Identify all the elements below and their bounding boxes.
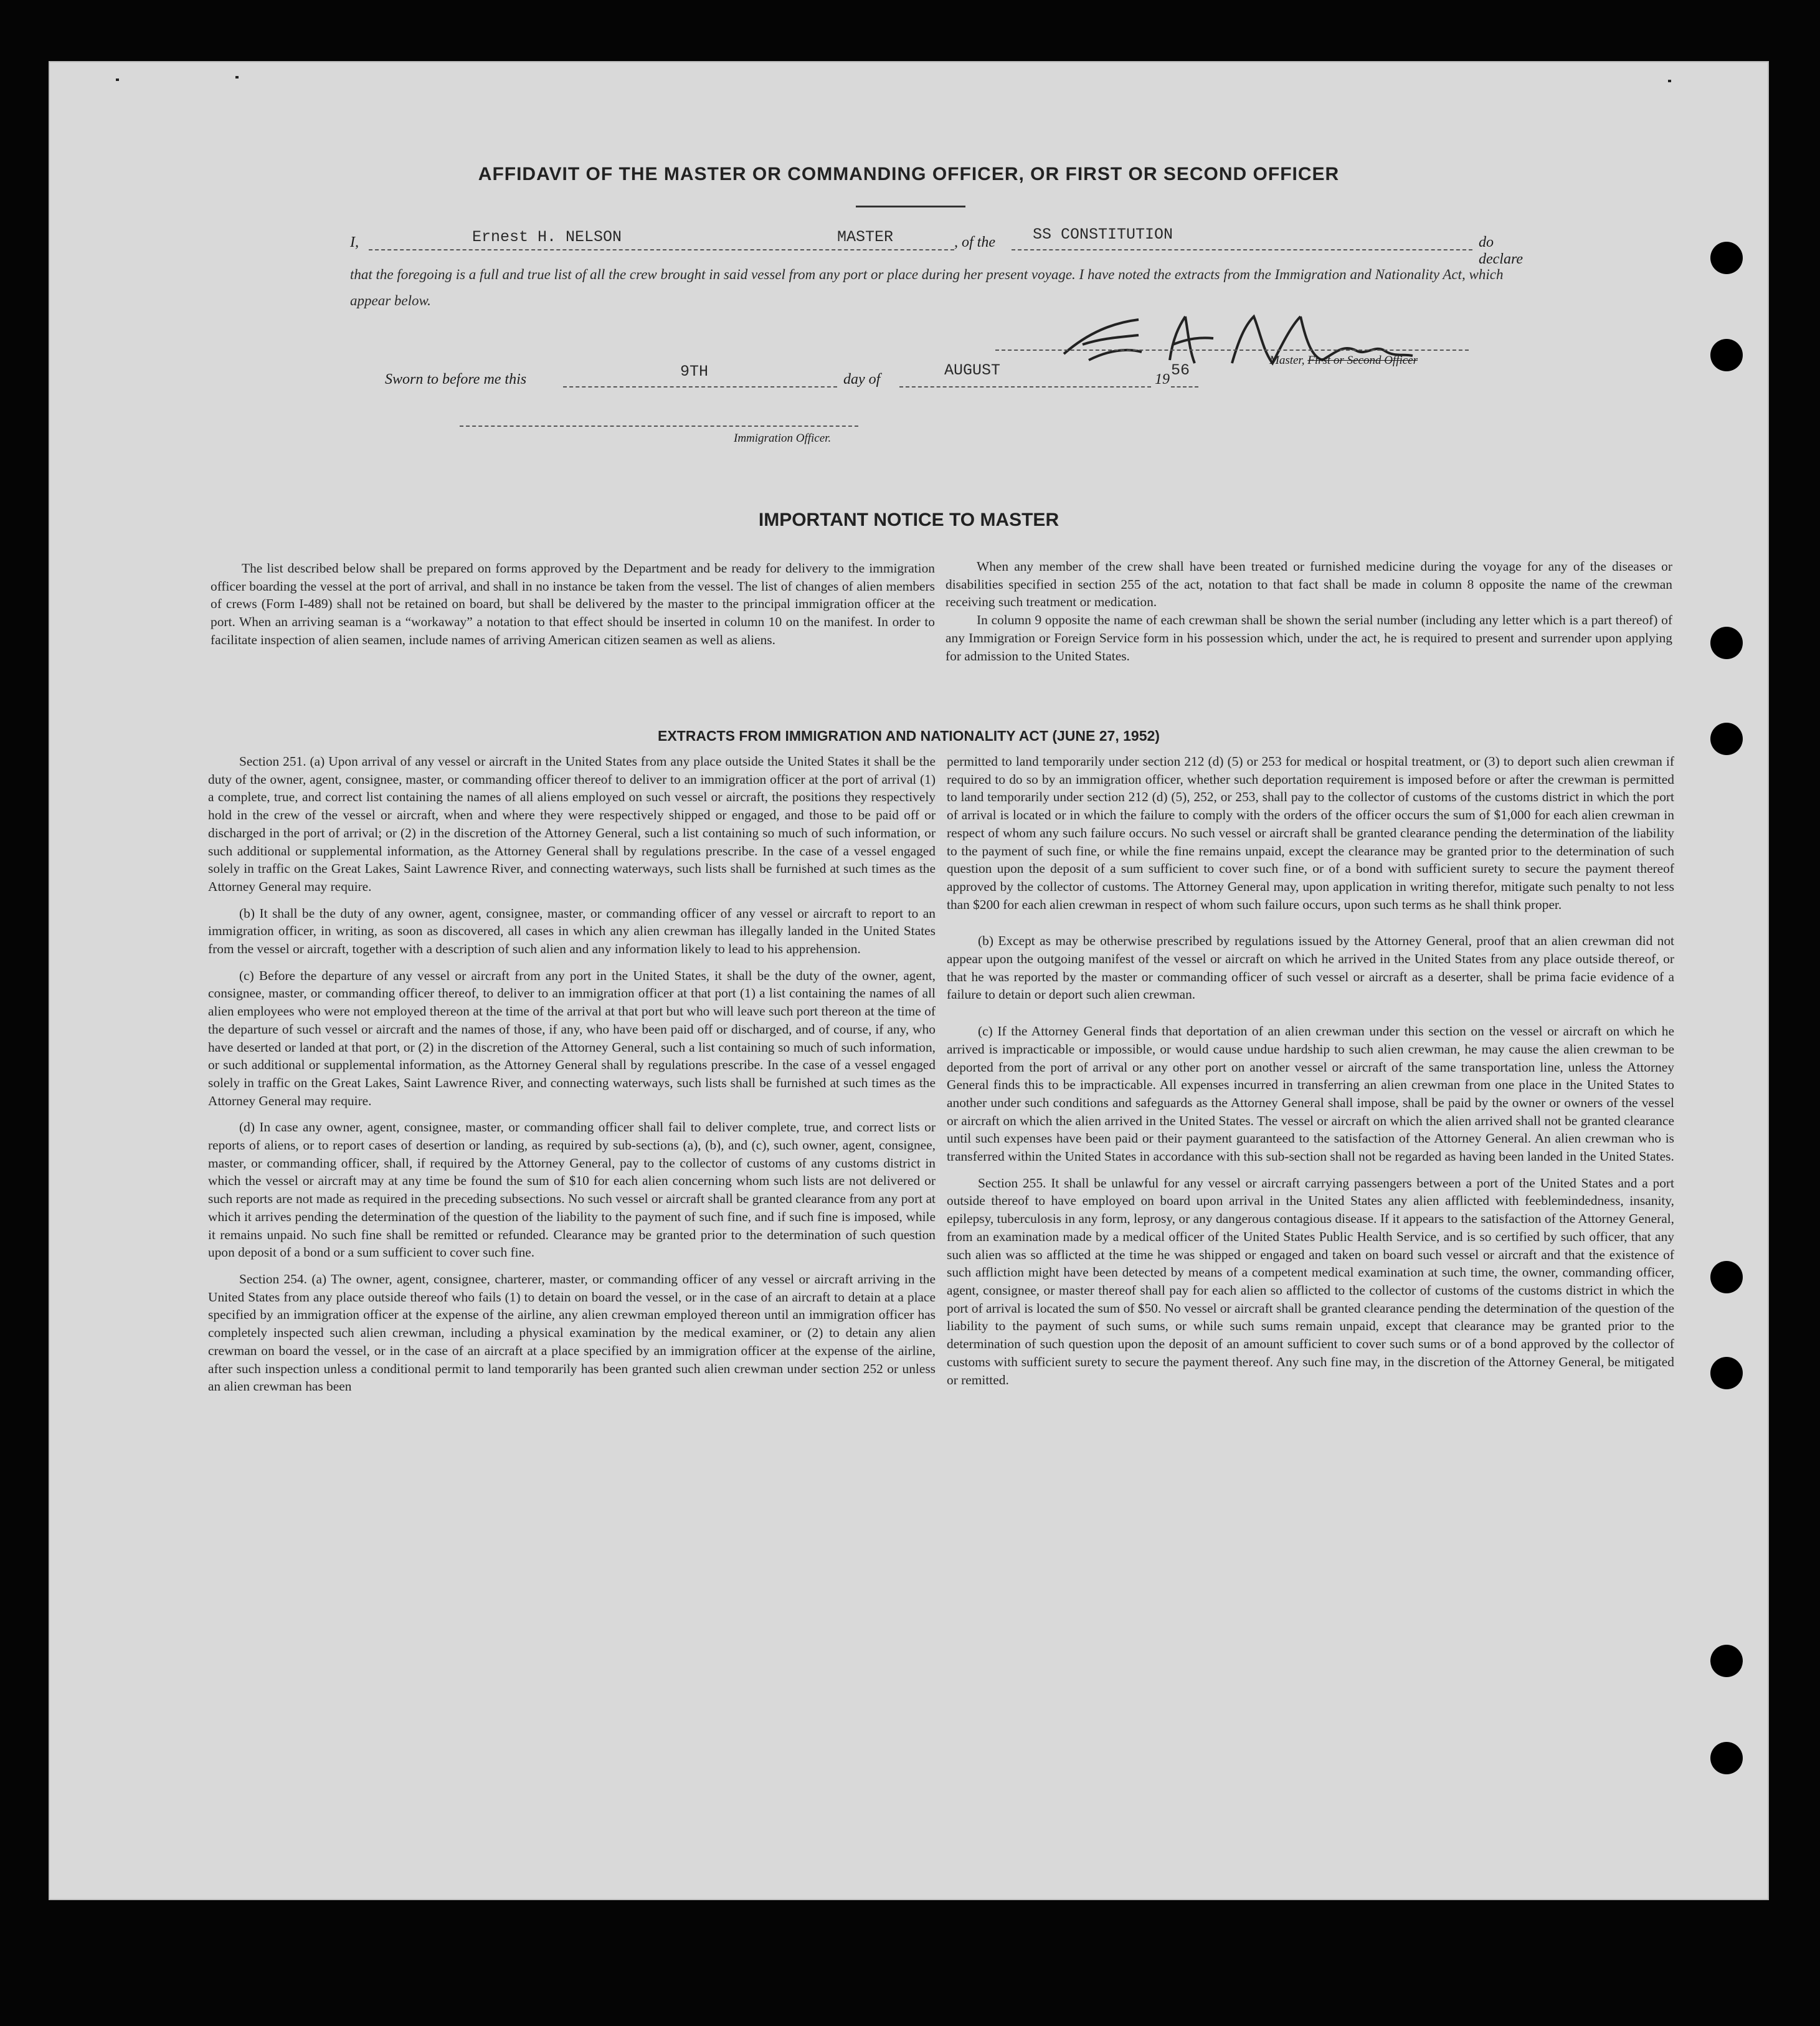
punch-hole <box>1710 1742 1743 1774</box>
do-declare-label: do declare <box>1479 234 1524 267</box>
sworn-line <box>385 361 1319 391</box>
punch-hole <box>1710 723 1743 755</box>
sworn-day: 9TH <box>680 363 709 381</box>
master-name: Ernest H. NELSON <box>472 228 622 246</box>
punch-hole <box>1710 242 1743 274</box>
section-254c: (c) If the Attorney General finds that deportation of an alien crewman under this section on the vessel or aircraft on which he arrived is impracticable or impossible, or would cause undue hardship to such alien crewman, he may cause the alien crewman to be deported from the port of arrival or any other port on another vessel or aircraft of the same transportation line, unless the Attorney General finds this to be impracticable. All expenses incurred in transferring an alien crewman from one place in the United States to another under such conditions and safeguards as the Attorney General shall impose, shall be paid by the owner or owners of the vessel or aircraft on which the alien arrived in the United States. The vessel or aircraft on which the alien arrived shall not be granted clearance until such expenses have been paid or their payment guaranteed to the satisfaction of the Attorney General. An alien crewman who is transferred within the United States in accordance with this sub-section shall not be regarded as having been landed in the United States. <box>947 1024 1674 1164</box>
affidavit-title: AFFIDAVIT OF THE MASTER OR COMMANDING OFFICER, OR FIRST OR SECOND OFFICER <box>478 164 1340 184</box>
sworn-month: AUGUST <box>944 361 1001 379</box>
punch-hole <box>1710 1261 1743 1293</box>
scan-speck <box>1668 80 1671 82</box>
sworn-year: 56 <box>1171 361 1190 379</box>
sworn-label: Sworn to before me this <box>385 371 527 388</box>
section-251c: (c) Before the departure of any vessel or aircraft from any port in the United States, it shall be the duty of the owner, agent, consignee, master, or commanding officer thereof, to deliver to an immigration officer at that port (1) a list containing the names of all alien employees who were not employed thereon at the time of the arrival at that port but who will leave such port thereon at the time of the departure of such vessel or aircraft and the names of those, if any, who have been paid off or discharged, and of course, if any, who have deserted or landed at that port, or (2) in the discretion of the Attorney General, such a list containing so much of such information, or such additional or supplemental information, as the Attorney General shall by regulations prescribe. In the case of a vessel engaged solely in traffic on the Great Lakes, Saint Lawrence River, and connecting waterways, such lists shall be furnished at such times as the Attorney General may require. <box>208 968 936 1108</box>
section-251a: Section 251. (a) Upon arrival of any vessel or aircraft in the United States from any place outside the United States it shall be the duty of the owner, agent, consignee, master, or commanding officer thereof to deliver to an immigration officer at the port of arrival (1) a complete, true, and correct list containing the names of all aliens employed on such vessel or aircraft, the positions they respectively hold in the crew of the vessel or aircraft, when and where they were respectively shipped or engaged, and those to be paid off or discharged in the port of arrival; or (2) in the discretion of the Attorney General, such a list containing so much of such information, or such additional or supplemental information, as the Attorney General shall by regulations prescribe. In the case of a vessel engaged solely in traffic on the Great Lakes, Saint Lawrence River, and connecting waterways, such lists shall be furnished at such times as the Attorney General may require. <box>208 754 936 894</box>
declaration-line <box>350 226 1533 267</box>
immigration-officer-label: Immigration Officer. <box>734 432 832 445</box>
title-divider <box>856 206 965 207</box>
immigration-officer-line <box>460 426 858 427</box>
section-254b: (b) Except as may be otherwise prescribed by regulations issued by the Attorney General, proof that an alien crewman did not appear upon the outgoing manifest of the vessel or aircraft on which he arrived in the United States from any place outside thereof, or that he was reported by the master or commanding officer of such vessel or aircraft as a deserter, shall be prima facie evidence of a failure to detain or deport such alien crewman. <box>947 933 1674 1002</box>
scan-speck <box>235 76 239 78</box>
signature-line <box>995 350 1469 351</box>
notice-paragraph: In column 9 opposite the name of each crewman shall be shown the serial number (including any letter which is a part thereof) of any Immigration or Foreign Service form in his possession which, under the act, he is required to present and surrender upon applying for admission to the United States. <box>946 612 1672 663</box>
punch-hole <box>1710 1645 1743 1677</box>
notice-paragraph: When any member of the crew shall have been treated or furnished medicine during the voyage for any of the diseases or disabilities specified in section 255 of the act, notation to that fact shall be made in column 8 opposite the name of the crewman receiving such treatment or medication. <box>946 559 1672 610</box>
section-251b: (b) It shall be the duty of any owner, agent, consignee, master, or commanding officer of any vessel or aircraft to report to an immigration officer, in writing, as soon as discovered, all cases in which any alien crewman has illegally landed in the United States from the vessel or aircraft, together with a description of such alien and any information likely to lead to his apprehension. <box>208 905 936 957</box>
notice-title: IMPORTANT NOTICE TO MASTER <box>758 510 1059 530</box>
document-sheet <box>49 61 1769 1900</box>
notice-paragraph: The list described below shall be prepared on forms approved by the Department and be ready for delivery to the immigration officer boarding the vessel at the port of arrival, and shall in no instance be taken from the vessel. The list of changes of alien members of crews (Form I-489) shall not be retained on board, but shall be delivered by the master to the principal immigration officer at the port. When an arriving seaman is a “workaway” a notation to that effect should be inserted in column 10 on the manifest. In order to facilitate inspection of alien seamen, include names of arriving American citizen seamen as well as aliens. <box>211 561 935 647</box>
extracts-left-column <box>208 753 936 1396</box>
declaration-text: that the foregoing is a full and true list of all the crew brought in said vessel from any port or place during her present voyage. I have noted the extracts from the Immigration and Nationality Act, which appear below. <box>350 267 1504 308</box>
of-the-label: , of the <box>954 234 995 250</box>
i-label: I, <box>350 234 359 250</box>
year-prefix: 19 <box>1155 371 1170 388</box>
section-254a: Section 254. (a) The owner, agent, consignee, charterer, master, or commanding officer of any vessel or aircraft arriving in the United States from any place outside thereof who fails (1) to detain on board the vessel, or in the case of an aircraft to detain at a place specified by an immigration officer at the expense of the airline, any alien crewman employed thereon until an immigration officer has completely inspected such alien crewman, including a physical examination by the medical examiner, or (2) to detain any alien crewman on board the vessel, or in the case of an aircraft at a place specified by an immigration officer at the expense of the airline, after such inspection unless a conditional permit to land temporarily has been granted such alien crewman under section 252 or unless an alien crewman has been <box>208 1271 936 1394</box>
extracts-title: EXTRACTS FROM IMMIGRATION AND NATIONALITY ACT (JUNE 27, 1952) <box>658 728 1160 744</box>
day-of-label: day of <box>843 371 881 388</box>
notice-right-column <box>946 558 1672 665</box>
punch-hole <box>1710 339 1743 371</box>
notice-left-column <box>211 559 935 649</box>
section-255: Section 255. It shall be unlawful for any vessel or aircraft carrying passengers between a port of the United States and a port outside thereof to have employed on board upon arrival in the United States any alien afflicted with feeblemindedness, insanity, epilepsy, tuberculosis in any form, leprosy, or any dangerous contagious disease. If it appears to the satisfaction of the Attorney General, from an examination made by a medical officer of the United States Public Health Service, and is so certified by such officer, that any such alien was so afflicted at the time he was shipped or engaged and taken on board such vessel or aircraft and that the existence of such affliction might have been detected by means of a competent medical examination at such time, the owner, commanding officer, agent, consignee, or master thereof shall pay for each alien so afflicted to the collector of customs of the customs district in which the port of arrival is located the sum of $50. No vessel or aircraft shall be granted clearance pending the determination of the question of the liability to the payment of such sums, or while such sums remain unpaid, except that clearance may be granted prior to the determination of such question upon the deposit of an amount sufficient to cover such sums or of a bond approved by the collector of customs with sufficient surety to secure the payment thereof. Any such fine may, in the discretion of the Attorney General, be mitigated or remitted. <box>947 1175 1674 1387</box>
scan-speck <box>116 78 119 81</box>
section-251d: (d) In case any owner, agent, consignee, master, or commanding officer shall fail to deliver complete, true, and correct lists or reports of aliens, or to report cases of desertion or landing, as required by sub-sections (a), (b), and (c), such owner, agent, consignee, master, or commanding officer, shall, if required by the Attorney General, pay to the collector of customs of any customs district in which the vessel or aircraft may at any time be found the sum of $10 for each alien concerning whom such lists are not delivered or such reports are not made as required in the preceding subsections. No such vessel or aircraft shall be granted clearance from any port at which it arrives pending the determination of the question of the liability to the payment of such fine, and if such fine is imposed, while it remains unpaid. No such fine shall be remitted or refunded. Clearance may be granted prior to the determination of such question upon deposit of a bond or a sum sufficient to cover such fine. <box>208 1120 936 1260</box>
punch-hole <box>1710 1357 1743 1389</box>
master-rank: MASTER <box>837 228 894 246</box>
punch-hole <box>1710 627 1743 659</box>
master-signature-label: Master, First or Second Officer <box>1269 354 1418 367</box>
vessel-name: SS CONSTITUTION <box>1033 226 1173 244</box>
section-254a-cont: permitted to land temporarily under section 212 (d) (5) or 253 for medical or hospital treatment, or (3) to deport such alien crewman if required to do so by an immigration officer, whether such deportation requirement is imposed before or after the crewman is permitted to land temporarily under section 212 (d) (5), 252, or 253, shall pay to the collector of customs of the customs district in which the port of arrival is located or in which the failure to comply with the orders of the officer occurs the sum of $1,000 for each alien crewman in respect of whom any such failure occurs. No such vessel or aircraft shall be granted clearance pending the determination of the liability to the payment of such fine, or while the fine remains unpaid, except the clearance may be granted prior to the determination of such question upon the deposit of a sum sufficient to cover such fine, or of a bond with sufficient surety to secure the payment thereof approved by the collector of customs. The Attorney General may, upon application in writing therefor, mitigate such penalty to not less than $200 for each alien crewman in respect of whom such failure occurs, upon such terms as he shall think proper. <box>947 754 1674 912</box>
struck-officer-label: First or Second Officer <box>1307 354 1418 367</box>
extracts-right-column <box>947 753 1674 1389</box>
